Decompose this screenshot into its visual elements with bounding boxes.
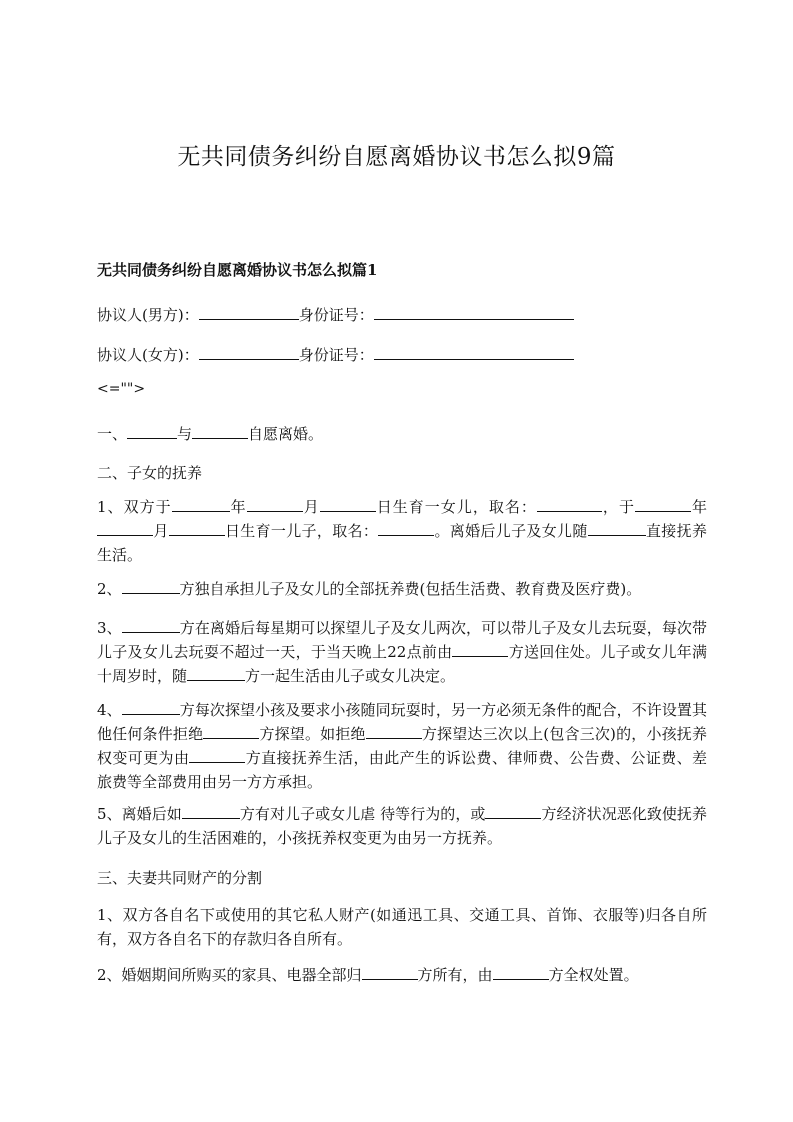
female-party-line: [97, 344, 574, 365]
section-title: 无共同债务纠纷自愿离婚协议书怎么拟篇1: [97, 261, 378, 279]
clause-text: 3、: [97, 619, 122, 637]
children-clause-3: [97, 616, 707, 688]
blank: [378, 521, 434, 536]
clause-text: 5、离婚后如: [97, 805, 182, 823]
clause-text: 一、: [97, 425, 128, 443]
blank: [187, 666, 245, 681]
clause-text: 方送回住处。儿子或女儿年满十周岁时，随: [97, 643, 707, 685]
heading-property: 三、夫妻共同财产的分割: [97, 869, 263, 887]
clause-text: 。离婚后儿子及女儿随: [434, 522, 588, 540]
heading-children: 二、子女的抚养: [97, 464, 203, 482]
clause-text: 1、双方于: [97, 498, 172, 516]
blank: [97, 521, 153, 536]
id-label: 身份证号：: [298, 346, 374, 364]
clause-text: 方在离婚后每星期可以探望儿子及女儿两次，可以带儿子及女儿去玩耍，每次带儿子及女儿去玩耍不超过一天，于当天晚上22点前由: [97, 619, 707, 661]
clause-text: 方有对儿子或女儿虐 待等行为的，或: [239, 805, 486, 823]
male-party-line: [97, 304, 574, 325]
blank: [366, 724, 422, 739]
children-clause-2: [97, 577, 707, 601]
clause-text: 方独自承担儿子及女儿的全部抚养费(包括生活费、教育费及医疗费)。: [179, 580, 642, 598]
id-label: 身份证号：: [298, 306, 374, 324]
blank: [192, 424, 248, 439]
children-clause-5: [97, 802, 707, 850]
clause-text: 方全权处置。: [548, 966, 639, 984]
clause-text: 方经济状况恶化致使抚养儿子及女儿的生活困难的，小孩抚养权变更为由另一方抚养。: [97, 805, 707, 847]
male-party-label: 协议人(男方)：: [97, 306, 199, 324]
clause-text: 直接抚养生活。: [97, 522, 707, 564]
blank: [588, 521, 646, 536]
blank: [122, 579, 180, 594]
blank: [485, 804, 541, 819]
clause-text: 月: [153, 522, 169, 540]
blank: [247, 497, 303, 512]
blank: [493, 965, 549, 980]
property-clause-1: 1、双方各自名下或使用的其它私人财产(如通迅工具、交通工具、首饰、衣服等)归各自所有，双方各自名下的存款归各自所有。: [97, 906, 707, 948]
blank: [172, 497, 230, 512]
clause-text: 方探望。如拒绝: [259, 725, 366, 743]
clause-text: 日生育一女儿，取名：: [375, 498, 537, 516]
clause-text: 月: [302, 498, 320, 516]
blank: [362, 965, 418, 980]
markup-artifact: <="">: [97, 381, 146, 397]
clause-text: 与: [177, 425, 193, 443]
document-title: 无共同债务纠纷自愿离婚协议书怎么拟9篇: [177, 144, 616, 170]
blank: [127, 424, 177, 439]
female-party-label: 协议人(女方)：: [97, 346, 199, 364]
blank: [169, 521, 225, 536]
blank: [182, 804, 240, 819]
female-name-blank: [199, 345, 299, 360]
blank: [203, 724, 259, 739]
clause-text: 方一起生活由儿子或女儿决定。: [245, 667, 456, 685]
clause-text: 年: [229, 498, 247, 516]
clause-one: [97, 423, 323, 444]
clause-text: 方直接抚养生活，由此产生的诉讼费、律师费、公告费、公证费、差旅费等全部费用由另一方方承担。: [97, 749, 707, 791]
clause-text: 2、婚姻期间所购买的家具、电器全部归: [97, 966, 362, 984]
clause-text: 方探望达三次以上(包含三次)的，小孩抚养权变可更为由: [97, 725, 707, 767]
blank: [122, 618, 180, 633]
male-id-blank: [374, 305, 574, 320]
female-id-blank: [374, 345, 574, 360]
children-clause-1: [97, 495, 707, 567]
blank: [189, 748, 245, 763]
clause-text: 方所有，由: [417, 966, 493, 984]
clause-text: ，于: [601, 498, 635, 516]
children-clause-4: [97, 698, 707, 794]
clause-text: 年: [690, 498, 707, 516]
blank: [537, 497, 602, 512]
blank: [635, 497, 691, 512]
blank: [452, 642, 508, 657]
clause-text: 日生育一儿子，取名：: [224, 522, 379, 540]
clause-text: 4、: [97, 701, 122, 719]
blank: [320, 497, 376, 512]
property-clause-2: [97, 963, 707, 987]
clause-text: 自愿离婚。: [248, 425, 324, 443]
blank: [122, 700, 180, 715]
male-name-blank: [199, 305, 299, 320]
clause-text: 2、: [97, 580, 122, 598]
clause-text: 方每次探望小孩及要求小孩随同玩耍时，另一方必须无条件的配合，不许设置其他任何条件拒绝: [97, 701, 707, 743]
